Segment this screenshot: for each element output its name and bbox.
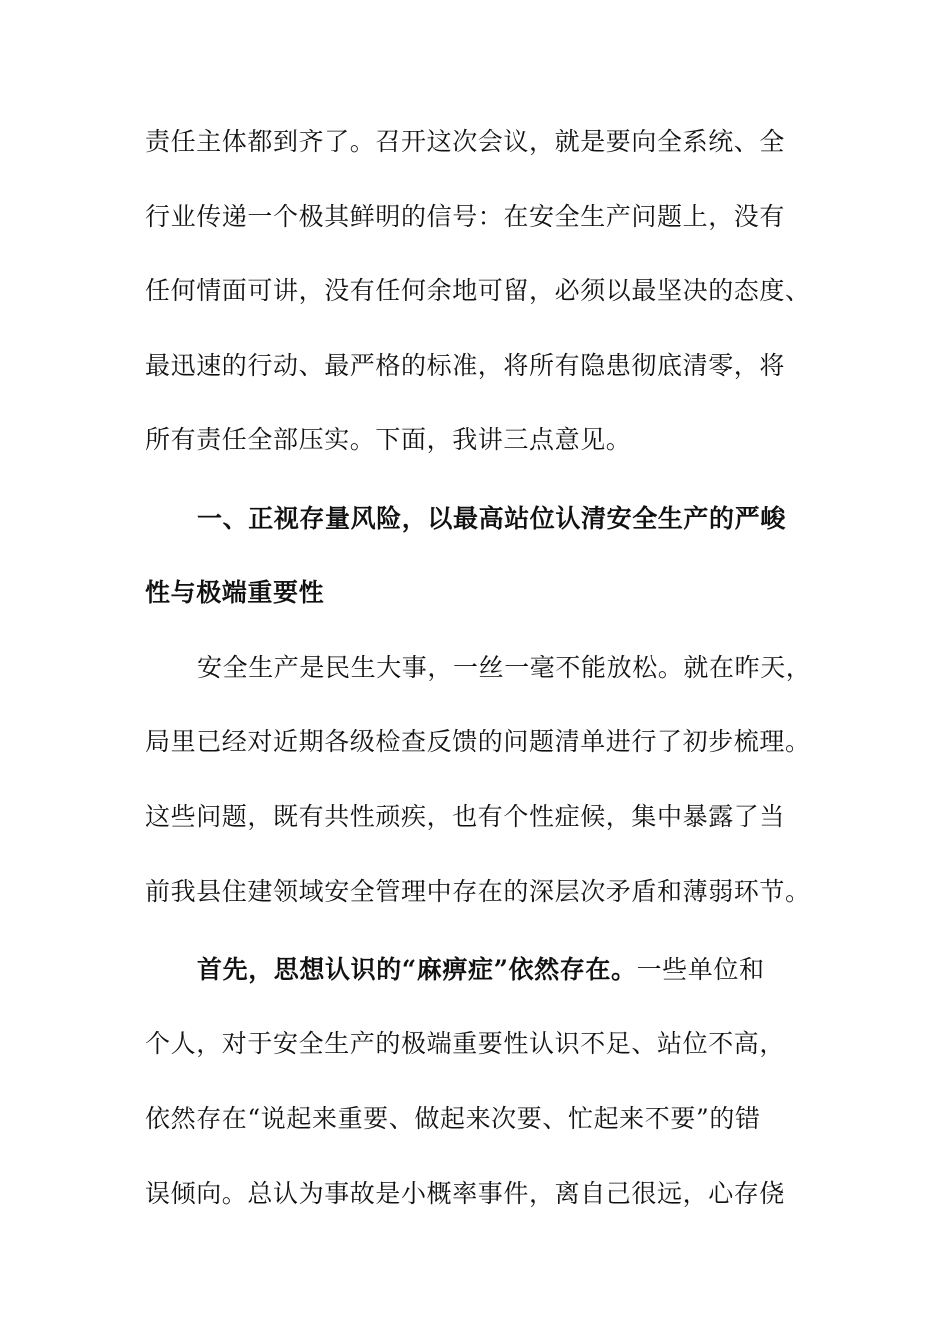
section-heading: 一、正视存量风险，以最高站位认清安全生产的严峻 [197,504,786,533]
paragraph-line: 责任主体都到齐了。召开这次会议，就是要向全系统、全 [145,127,786,156]
paragraph-line: 局里已经对近期各级检查反馈的问题清单进行了初步梳理。 [145,727,811,756]
paragraph-line: 行业传递一个极其鲜明的信号：在安全生产问题上，没有 [145,202,786,231]
section-heading: 性与极端重要性 [145,578,325,607]
paragraph-line: 最迅速的行动、最严格的标准，将所有隐患彻底清零，将 [145,351,786,380]
paragraph-line: 个人，对于安全生产的极端重要性认识不足、站位不高， [145,1029,786,1058]
lead-line-rest: 一些单位和 [636,955,765,984]
paragraph-line [197,950,857,990]
paragraph-line: 依然存在“说起来重要、做起来次要、忙起来不要”的错 [145,1104,761,1133]
paragraph-line: 这些问题，既有共性顽疾，也有个性症候，集中暴露了当 [145,802,786,831]
paragraph-line: 前我县住建领域安全管理中存在的深层次矛盾和薄弱环节。 [145,877,811,906]
paragraph-line: 任何情面可讲，没有任何余地可留，必须以最坚决的态度、 [145,276,811,305]
paragraph-line: 所有责任全部压实。下面，我讲三点意见。 [145,425,632,454]
bold-lead-sentence: 首先，思想认识的“麻痹症”依然存在。 [197,955,637,984]
paragraph-line: 安全生产是民生大事，一丝一毫不能放松。就在昨天， [197,653,812,682]
paragraph-line: 误倾向。总认为事故是小概率事件，离自己很远，心存侥 [145,1179,786,1208]
